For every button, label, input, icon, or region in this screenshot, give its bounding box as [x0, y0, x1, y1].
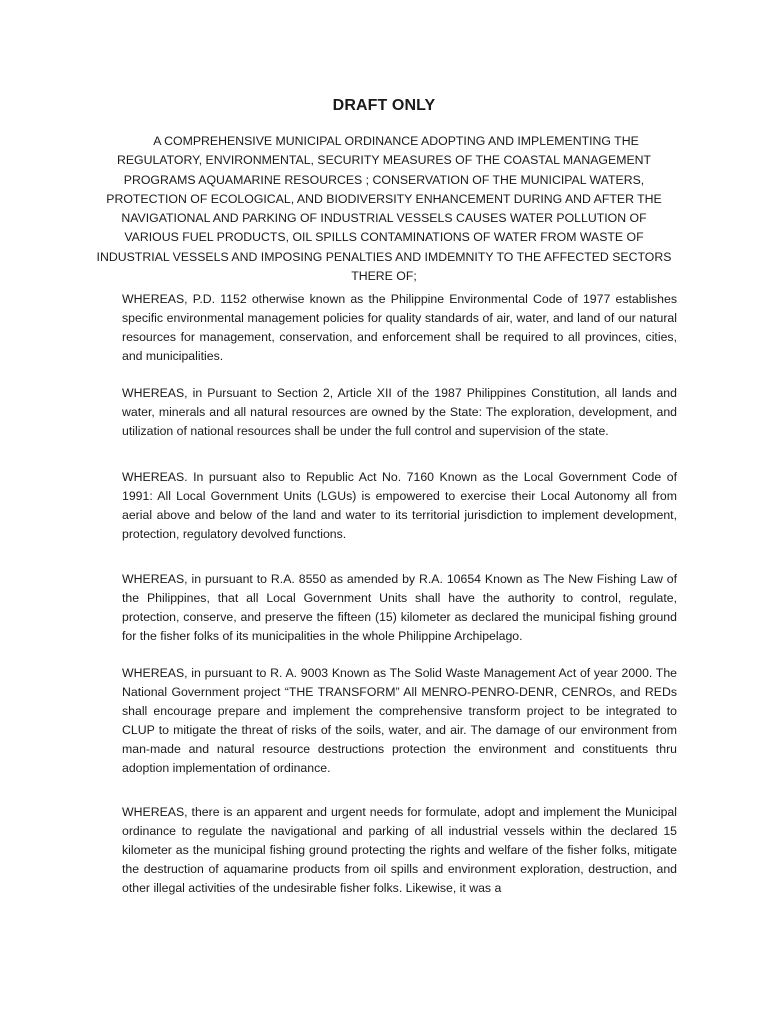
- whereas-paragraph-1: WHEREAS, P.D. 1152 otherwise known as the Philippine Environmental Code of 1977 establishes specific environmental management policies for quality standards of air, water, and land of our natural resources for management, conservation, and enforcement shall be required to all provinces, cities, and municipalities.: [122, 292, 677, 364]
- whereas-paragraph-5: WHEREAS, in pursuant to R. A. 9003 Known as The Solid Waste Management Act of year 2000. The National Government project “THE TRANSFORM” All MENRO-PENRO-DENR, CENROs, and REDs shall encourage prepare and implement the comprehensive transform project to be integrated to CLUP to mitigate the threat of risks of the soils, water, and air. The damage of our environment from man-made and natural resource destructions protection the environment and constituents thru adoption implementation of ordinance.: [122, 666, 677, 776]
- whereas-paragraph-4: WHEREAS, in pursuant to R.A. 8550 as amended by R.A. 10654 Known as The New Fishing Law of the Philippines, that all Local Government Units shall have the authority to control, regulate, protection, conserve, and preserve the fifteen (15) kilometer as declared the municipal fishing ground for the fisher folks of its municipalities in the whole Philippine Archipelago.: [122, 572, 677, 644]
- whereas-paragraph-6: WHEREAS, there is an apparent and urgent needs for formulate, adopt and implement the Municipal ordinance to regulate the navigational and parking of all industrial vessels within the declared 15 kilometer as the municipal fishing ground protecting the rights and welfare of the fisher folks, mitigate the destruction of aquamarine products from oil spills and environment exploration, destruction, and other illegal activities of the undesirable fisher folks. Likewise, it was a: [122, 805, 677, 896]
- whereas-paragraph-2: WHEREAS, in Pursuant to Section 2, Article XII of the 1987 Philippines Constitution, all lands and water, minerals and all natural resources are owned by the State: The exploration, development, and utilization of national resources shall be under the full control and supervision of the state.: [122, 386, 677, 439]
- ordinance-heading: A COMPREHENSIVE MUNICIPAL ORDINANCE ADOPTING AND IMPLEMENTING THE REGULATORY, ENVIRONMENTAL, SECURITY MEASURES OF THE COASTAL MANAGEMENT PROGRAMS AQUAMARINE RESOURCES ; CONSERVATION OF THE MUNICIPAL WATERS, PROTECTION OF ECOLOGICAL, AND BIODIVERSITY ENHANCEMENT DURING AND AFTER THE NAVIGATIONAL AND PARKING OF INDUSTRIAL VESSELS CAUSES WATER POLLUTION OF VARIOUS FUEL PRODUCTS, OIL SPILLS CONTAMINATIONS OF WATER FROM WASTE OF INDUSTRIAL VESSELS AND IMPOSING PENALTIES AND IMDEMNITY TO THE AFFECTED SECTORS THERE OF;: [96, 134, 672, 284]
- document-title: DRAFT ONLY: [332, 97, 436, 114]
- whereas-paragraph-3: WHEREAS. In pursuant also to Republic Act No. 7160 Known as the Local Government Code of 1991: All Local Government Units (LGUs) is empowered to exercise their Local Autonomy all from aerial above and below of the land and water to its territorial jurisdiction to implement development, protection, regulatory devolved functions.: [122, 470, 677, 542]
